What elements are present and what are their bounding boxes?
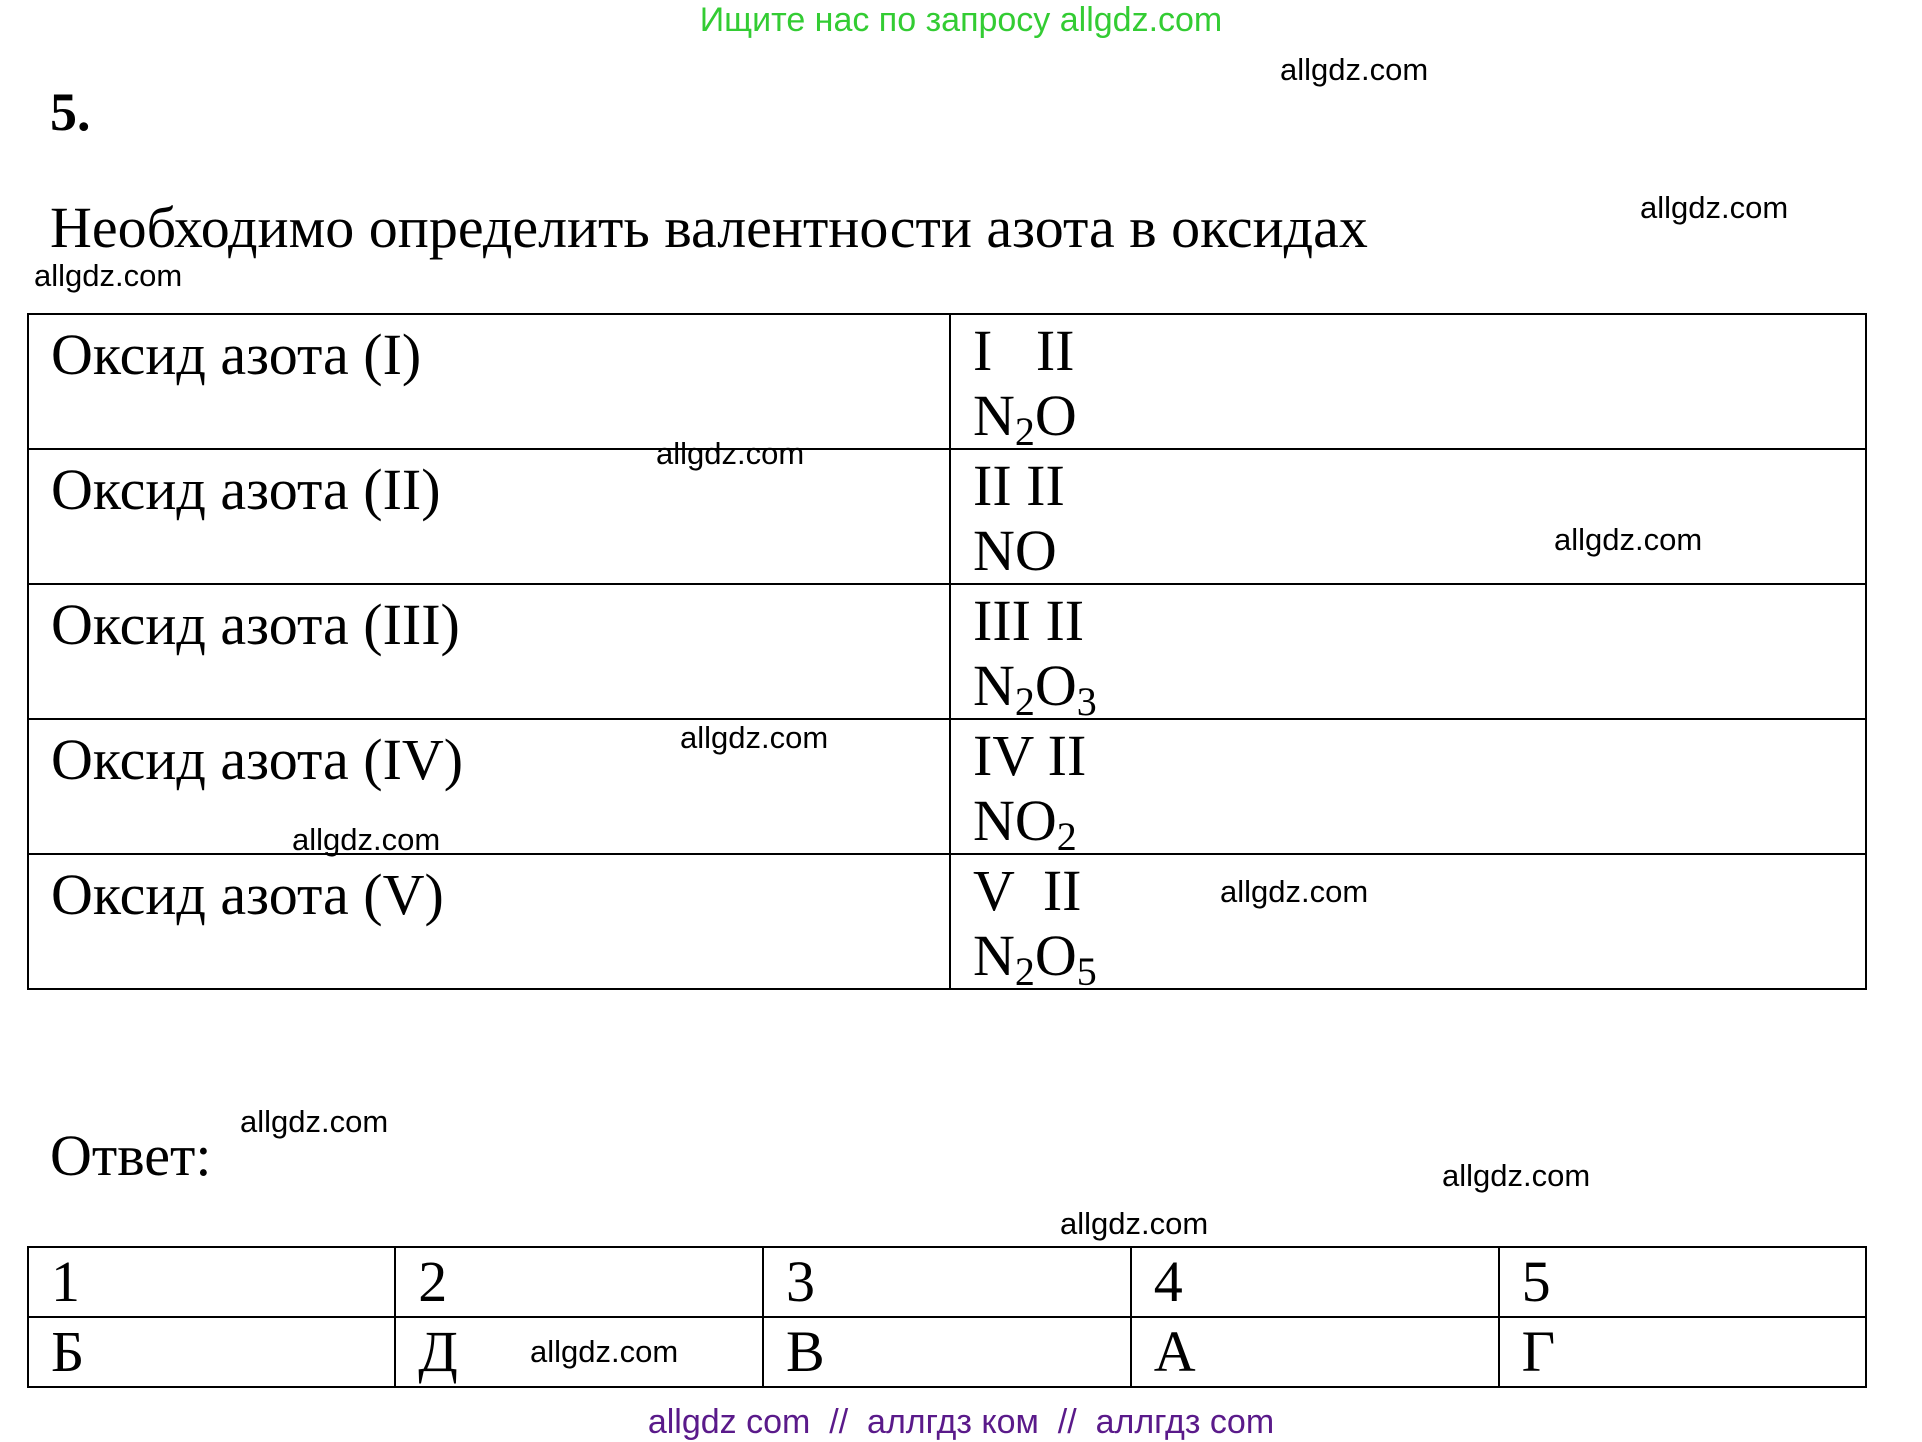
oxide-formula-cell [950, 449, 1866, 584]
formula-subscript: 5 [1076, 949, 1097, 994]
watermark: allgdz.com [1220, 874, 1369, 909]
oxide-name: Оксид азота (III) [51, 592, 460, 657]
oxide-formula-cell [950, 314, 1866, 454]
answer-letter-cell: В [763, 1317, 1131, 1387]
oxide-name-cell [28, 449, 950, 584]
formula-symbol: N [973, 653, 1015, 718]
answer-number-cell: 3 [763, 1247, 1131, 1317]
oxide-name-cell [28, 314, 950, 449]
answer-table [27, 1246, 1867, 1388]
answer-number-cell: 4 [1131, 1247, 1499, 1317]
oxide-formula-cell [950, 719, 1866, 859]
watermark: allgdz.com [292, 822, 441, 857]
watermark: allgdz.com [1554, 522, 1703, 557]
answer-number-cell: 2 [395, 1247, 763, 1317]
oxide-formula-cell [950, 854, 1866, 994]
oxide-name: Оксид азота (I) [51, 322, 422, 387]
answer-letter-cell: Г [1499, 1317, 1866, 1387]
oxide-valence-table [27, 313, 1867, 994]
answer-number-cell: 1 [28, 1247, 395, 1317]
chemical-formula [951, 516, 1865, 582]
watermark: allgdz.com [1280, 52, 1429, 87]
answer-numbers-row [28, 1247, 1866, 1317]
answer-letter-cell: Б [28, 1317, 395, 1387]
valence-labels: V II [973, 858, 1082, 923]
formula-subscript: 2 [1014, 679, 1035, 724]
answer-number-cell: 5 [1499, 1247, 1866, 1317]
chemical-formula [951, 786, 1865, 859]
watermark: allgdz.com [530, 1334, 679, 1369]
valence-labels: I II [973, 318, 1075, 383]
watermark: allgdz.com [1442, 1158, 1591, 1193]
oxide-name: Оксид азота (V) [51, 862, 444, 927]
oxide-name: Оксид азота (II) [51, 457, 441, 522]
task-text: Необходимо определить валентности азота в оксидах [50, 195, 1368, 260]
oxide-row [28, 314, 1866, 449]
chemical-formula [951, 651, 1865, 724]
watermark: allgdz.com [1640, 190, 1789, 225]
valence-labels: IV II [973, 723, 1087, 788]
watermark: allgdz.com [656, 436, 805, 471]
chemical-formula [951, 381, 1865, 454]
answer-label: Ответ: [50, 1123, 212, 1188]
oxide-name-cell [28, 854, 950, 989]
oxide-row [28, 449, 1866, 584]
oxide-formula-cell [950, 584, 1866, 724]
formula-symbol: O [1034, 923, 1077, 988]
watermark: allgdz.com [1060, 1206, 1209, 1241]
formula-subscript: 3 [1076, 679, 1097, 724]
footer: allgdz com // аллгдз ком // аллгдз com [647, 1403, 1275, 1441]
formula-symbol: NO [973, 788, 1057, 853]
watermark: allgdz.com [240, 1104, 389, 1139]
answer-letters-row [28, 1317, 1866, 1387]
valence-labels: III II [973, 588, 1085, 653]
answer-letter-cell: А [1131, 1317, 1499, 1387]
valence-labels: II II [973, 453, 1065, 518]
oxide-name-cell [28, 584, 950, 719]
top-banner: Ищите нас по запросу allgdz.com [699, 1, 1223, 39]
formula-symbol: NO [973, 518, 1057, 583]
formula-subscript: 2 [1014, 409, 1035, 454]
watermark: allgdz.com [680, 720, 829, 755]
oxide-name: Оксид азота (IV) [51, 727, 464, 792]
formula-symbol: N [973, 383, 1015, 448]
answer-letter-cell: Д [395, 1317, 763, 1387]
formula-subscript: 2 [1056, 814, 1077, 859]
formula-symbol: O [1034, 653, 1077, 718]
problem-number: 5. [50, 82, 91, 142]
chemical-formula [951, 921, 1865, 994]
formula-symbol: N [973, 923, 1015, 988]
oxide-row [28, 584, 1866, 719]
formula-subscript: 2 [1014, 949, 1035, 994]
formula-symbol: O [1034, 383, 1077, 448]
watermark: allgdz.com [34, 258, 183, 293]
oxide-row [28, 854, 1866, 989]
